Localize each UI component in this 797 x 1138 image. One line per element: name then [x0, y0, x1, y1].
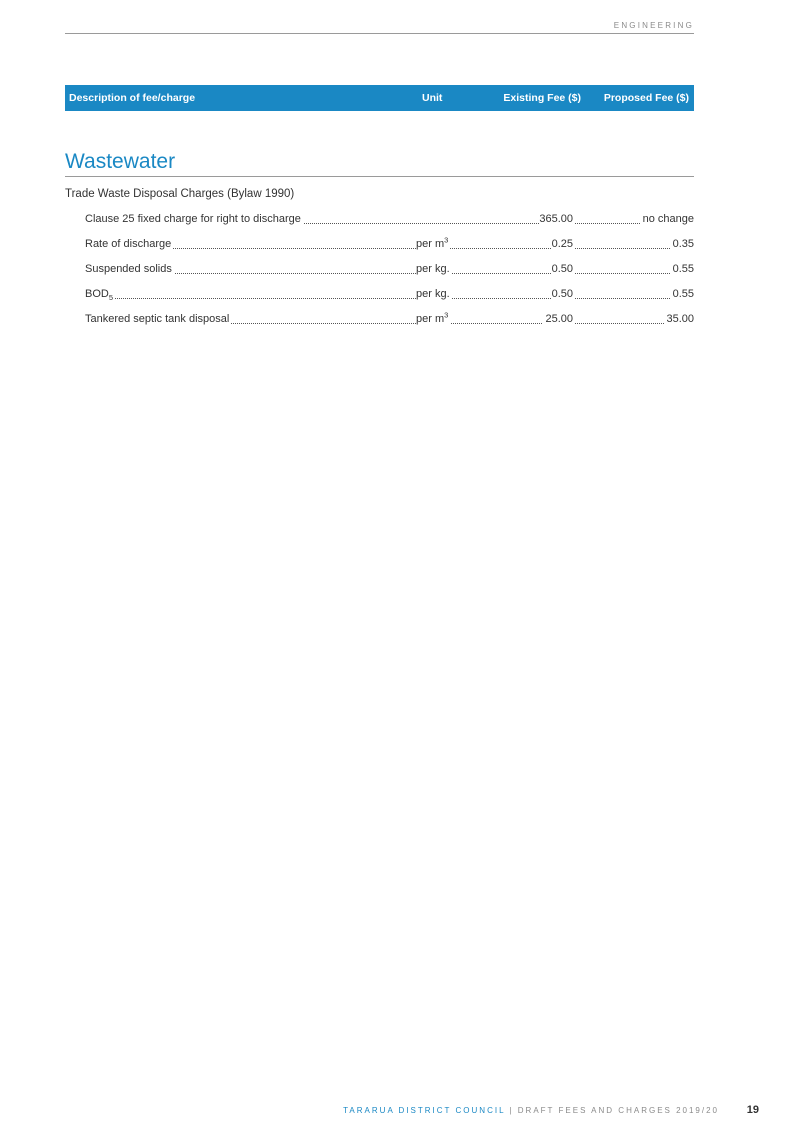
- section-heading: Wastewater: [65, 150, 176, 173]
- page-number: 19: [746, 1104, 759, 1116]
- fee-row: [85, 236, 694, 252]
- fee-unit: per m: [416, 238, 445, 250]
- proposed-fee: 0.55: [672, 263, 694, 275]
- column-existing-fee-header: Existing Fee ($): [503, 92, 581, 104]
- fee-row: [85, 286, 694, 302]
- fee-description: Rate of discharge: [85, 238, 172, 250]
- existing-fee: 0.50: [551, 288, 573, 300]
- section-label: ENGINEERING: [613, 21, 694, 30]
- column-unit-header: Unit: [422, 92, 443, 104]
- footer-separator: |: [505, 1106, 518, 1115]
- existing-fee: 25.00: [545, 313, 573, 325]
- fee-unit: per kg.: [416, 288, 450, 300]
- column-description-header: Description of fee/charge: [69, 92, 196, 104]
- footer: [343, 1106, 719, 1115]
- unit-superscript: 3: [444, 236, 449, 245]
- proposed-fee: 0.35: [672, 238, 694, 250]
- group-title: Trade Waste Disposal Charges (Bylaw 1990): [65, 188, 295, 200]
- existing-fee: 365.00: [539, 213, 573, 225]
- section-divider: [65, 176, 694, 177]
- description-subscript: 5: [108, 293, 114, 302]
- proposed-fee: no change: [642, 213, 694, 225]
- proposed-fee: 35.00: [666, 313, 694, 325]
- fee-row: [85, 311, 694, 327]
- footer-document-title: DRAFT FEES AND CHARGES 2019/20: [517, 1106, 719, 1115]
- footer-organisation: TARARUA DISTRICT COUNCIL: [343, 1106, 506, 1115]
- fee-description: Tankered septic tank disposal: [85, 313, 230, 325]
- top-divider: [65, 33, 694, 34]
- fee-row: [85, 211, 694, 227]
- column-proposed-fee-header: Proposed Fee ($): [603, 92, 689, 104]
- existing-fee: 0.25: [551, 238, 573, 250]
- fee-description: BOD: [85, 288, 109, 300]
- proposed-fee: 0.55: [672, 288, 694, 300]
- fee-description: Clause 25 fixed charge for right to discharge: [85, 213, 301, 225]
- fee-description: Suspended solids: [85, 263, 172, 275]
- fee-unit: per m: [416, 313, 445, 325]
- existing-fee: 0.50: [551, 263, 573, 275]
- fee-row: [85, 261, 694, 277]
- fee-table-header: [65, 85, 694, 111]
- fee-unit: per kg.: [416, 263, 450, 275]
- unit-superscript: 3: [444, 311, 449, 320]
